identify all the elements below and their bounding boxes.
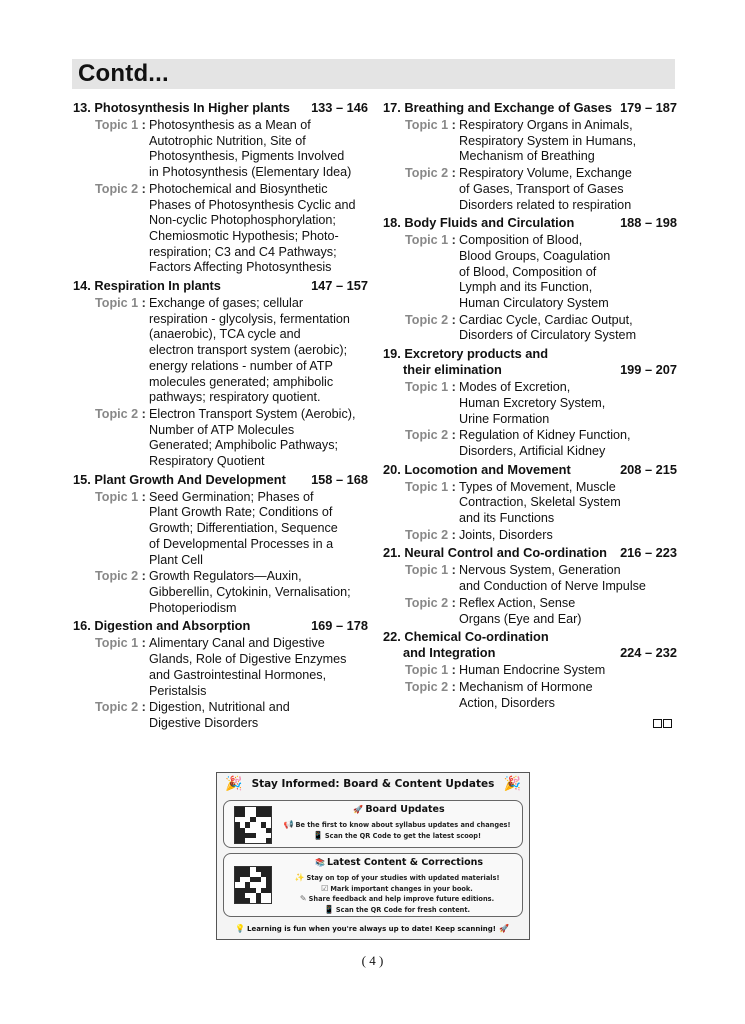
topic-line: Lymph and its Function, <box>459 280 593 295</box>
chapter-pages: 224 – 232 <box>620 645 677 661</box>
topic-entry <box>383 528 677 544</box>
topic-label-text: Topic 1 <box>95 118 139 132</box>
topic-line: molecules generated; amphibolic <box>149 374 334 389</box>
topic-description <box>459 528 677 544</box>
topic-label: Topic 1 : <box>405 479 456 494</box>
topic-line: Photochemical and Biosynthetic <box>149 181 328 196</box>
topic-entry <box>73 490 368 569</box>
chapter-entry <box>383 215 677 344</box>
topic-entry <box>73 407 368 470</box>
topic-line: Photoperiodism <box>149 600 237 615</box>
topic-description <box>149 182 368 276</box>
topic-line: Electron Transport System (Aerobic), <box>149 406 356 421</box>
chapter-title: Body Fluids and Circulation <box>404 215 575 231</box>
chapter-title: Plant Growth And Development <box>94 471 286 487</box>
topic-label: Topic 1 : <box>405 663 456 678</box>
chapter-heading <box>383 346 677 378</box>
chapter-pages: 208 – 215 <box>620 461 677 477</box>
topic-description <box>149 700 368 731</box>
chapter-heading <box>73 278 368 294</box>
topic-description <box>149 569 368 616</box>
latest-content-panel <box>223 853 523 917</box>
topic-line: Respiratory System in Humans, <box>459 133 637 148</box>
topic-entry <box>383 563 677 594</box>
chapter-number: 14. <box>73 278 91 294</box>
topic-line: Growth; Differentiation, Sequence <box>149 521 338 536</box>
info-box-title: Stay Informed: Board & Content Updates <box>251 778 495 790</box>
phone-icon: 📱 <box>323 904 334 914</box>
chapter-pages: 179 – 187 <box>620 100 677 115</box>
topic-description <box>459 313 677 344</box>
topic-line: in Photosynthesis (Elementary Idea) <box>149 165 352 180</box>
topic-line: Disorders of Circulatory System <box>459 328 637 343</box>
topic-line: of Blood, Composition of <box>459 264 597 279</box>
books-icon: 📚 <box>314 858 325 867</box>
megaphone-icon: 📢 <box>283 820 294 829</box>
topic-label: Topic 1 : <box>405 380 456 395</box>
topic-line: Respiratory Volume, Exchange <box>459 166 632 181</box>
topic-line: Blood Groups, Coagulation <box>459 248 611 263</box>
phone-icon: 📱 <box>312 830 323 840</box>
latest-content-line-3 <box>276 894 518 905</box>
topic-description <box>149 407 368 470</box>
qr-code-icon[interactable] <box>234 806 272 844</box>
topic-label-text: Topic 1 <box>405 118 449 132</box>
topic-line: Generated; Amphibolic Pathways; <box>149 438 339 453</box>
chapter-title: Photosynthesis In Higher plants <box>94 100 290 115</box>
chapter-number: 13. <box>73 100 91 115</box>
topic-label: Topic 2 : <box>95 406 146 421</box>
topic-line: (anaerobic), TCA cycle and <box>149 327 301 342</box>
chapter-heading <box>383 100 677 116</box>
topic-label: Topic 1 : <box>405 118 456 132</box>
chapter-entry <box>383 346 677 460</box>
latest-content-lines <box>276 873 518 915</box>
topic-label: Topic 1 : <box>95 296 146 311</box>
rocket-icon: 🚀 <box>499 924 509 933</box>
topic-line: Plant Growth Rate; Conditions of <box>149 505 333 520</box>
topic-description <box>459 118 677 165</box>
rocket-icon: 🚀 <box>353 805 364 814</box>
chapter-entry <box>73 100 368 276</box>
chapter-number: 20. <box>383 461 401 477</box>
topic-label: Topic 1 : <box>95 489 146 504</box>
latest-content-line-1 <box>276 873 518 884</box>
topic-label-text: Topic 2 <box>405 428 449 443</box>
topic-line: Mechanism of Hormone <box>459 679 593 694</box>
topic-line: Modes of Excretion, <box>459 380 571 395</box>
topic-description <box>459 166 677 213</box>
topic-label-text: Topic 1 <box>95 296 139 311</box>
latest-content-heading: Latest Content & Corrections <box>326 857 484 868</box>
page-number: ( 4 ) <box>361 953 384 968</box>
topic-entry <box>383 428 677 459</box>
topic-label-text: Topic 1 <box>405 479 449 494</box>
topic-line: Human Circulatory System <box>459 296 609 311</box>
topic-entry <box>73 118 368 181</box>
topic-label-text: Topic 2 <box>95 569 139 584</box>
topic-line: Glands, Role of Digestive Enzymes <box>149 652 347 667</box>
chapter-pages: 133 – 146 <box>311 100 368 115</box>
topic-entry <box>383 663 677 679</box>
page-title: Contd... <box>78 60 169 87</box>
updates-info-box <box>216 772 530 940</box>
board-updates-lines <box>276 820 518 841</box>
topic-line: Respiratory Quotient <box>149 454 265 469</box>
topic-label-text: Topic 2 <box>95 406 139 421</box>
topic-line: Organs (Eye and Ear) <box>459 611 582 626</box>
topic-description <box>459 663 677 679</box>
topic-line: Human Excretory System, <box>459 395 606 410</box>
topic-line: Chemiosmotic Hypothesis; Photo- <box>149 228 339 243</box>
topic-line: Autotrophic Nutrition, Site of <box>149 133 306 148</box>
latest-content-heading-row <box>276 857 522 868</box>
topic-label-text: Topic 2 <box>405 527 449 542</box>
topic-description <box>459 680 677 711</box>
chapter-title-continued: their elimination <box>403 362 502 378</box>
chapter-title: Locomotion and Movement <box>404 461 571 477</box>
party-popper-icon: 🎉 <box>225 776 243 792</box>
topic-line: electron transport system (aerobic); <box>149 343 348 358</box>
topic-line: Digestive Disorders <box>149 715 259 730</box>
topic-line: Joints, Disorders <box>459 527 553 542</box>
topic-line: Exchange of gases; cellular <box>149 296 304 311</box>
topic-entry <box>383 166 677 213</box>
topic-line: Plant Cell <box>149 552 203 567</box>
board-updates-line-2 <box>276 831 518 842</box>
chapter-heading <box>73 100 368 116</box>
topic-label-text: Topic 2 <box>405 166 449 181</box>
topic-line: energy relations - number of ATP <box>149 358 333 373</box>
topic-line: Regulation of Kidney Function, <box>459 428 631 443</box>
chapter-title: Excretory products and <box>404 346 549 362</box>
latest-content-text: Share feedback and help improve future editions. <box>308 895 495 904</box>
topic-entry <box>383 380 677 427</box>
topic-description <box>149 118 368 181</box>
topic-line: of Gases, Transport of Gases <box>459 181 624 196</box>
topic-line: and its Functions <box>459 511 555 526</box>
topic-entry <box>383 313 677 344</box>
latest-content-line-2 <box>276 884 518 895</box>
chapter-number: 21. <box>383 545 401 561</box>
topic-line: Photosynthesis as a Mean of <box>149 118 311 132</box>
chapter-heading <box>73 618 368 634</box>
topic-entry <box>73 296 368 406</box>
chapter-pages: 216 – 223 <box>620 545 677 561</box>
board-updates-heading: Board Updates <box>365 804 445 815</box>
topic-label-text: Topic 1 <box>95 636 139 651</box>
chapter-pages: 188 – 198 <box>620 215 677 231</box>
topic-line: respiration - glycolysis, fermentation <box>149 311 350 326</box>
chapter-title: Digestion and Absorption <box>94 618 251 634</box>
topic-label-text: Topic 2 <box>405 312 449 327</box>
chapter-entry <box>73 618 368 731</box>
topic-line: Human Endocrine System <box>459 663 606 678</box>
topic-label-text: Topic 2 <box>95 700 139 715</box>
chapter-number: 19. <box>383 346 401 362</box>
topic-line: Factors Affecting Photosynthesis <box>149 260 332 275</box>
topic-label: Topic 2 : <box>95 569 146 584</box>
topic-description <box>459 233 677 312</box>
chapter-number: 22. <box>383 629 401 645</box>
topic-description <box>149 490 368 569</box>
end-mark-icon <box>653 719 672 728</box>
chapter-title: Neural Control and Co-ordination <box>404 545 607 561</box>
chapter-title: Chemical Co-ordination <box>404 629 549 645</box>
topic-label: Topic 1 : <box>405 233 456 248</box>
topic-line: Respiratory Organs in Animals, <box>459 118 633 132</box>
chapter-entry <box>383 462 677 544</box>
topic-entry <box>383 233 677 312</box>
topic-line: Contraction, Skeletal System <box>459 495 621 510</box>
topic-line: Action, Disorders <box>459 695 555 710</box>
topic-line: Nervous System, Generation <box>459 563 621 578</box>
chapter-entry <box>73 278 368 470</box>
info-box-footer-row <box>217 924 529 933</box>
qr-code-icon[interactable] <box>234 866 272 904</box>
topic-description <box>459 428 677 459</box>
board-updates-line-1 <box>276 820 518 831</box>
topic-entry <box>383 596 677 627</box>
topic-line: Number of ATP Molecules <box>149 422 295 437</box>
topic-line: Alimentary Canal and Digestive <box>149 636 325 651</box>
topic-label: Topic 2 : <box>95 700 146 715</box>
topic-label: Topic 1 : <box>95 118 146 132</box>
topic-line: pathways; respiratory quotient. <box>149 390 321 405</box>
topic-label: Topic 2 : <box>405 679 456 694</box>
topic-description <box>149 296 368 406</box>
topic-line: Cardiac Cycle, Cardiac Output, <box>459 312 633 327</box>
chapter-title: Respiration In plants <box>94 278 221 294</box>
topic-label: Topic 2 : <box>95 181 146 196</box>
checkbox-icon: ☑ <box>321 883 329 893</box>
chapter-heading <box>383 215 677 231</box>
contents-right-column <box>383 100 677 713</box>
topic-line: Phases of Photosynthesis Cyclic and <box>149 197 356 212</box>
board-updates-text: Scan the QR Code to get the latest scoop! <box>324 831 482 840</box>
chapter-pages: 147 – 157 <box>311 278 368 294</box>
header-bar <box>72 59 675 89</box>
topic-line: Peristalsis <box>149 683 207 698</box>
topic-label: Topic 1 : <box>405 563 456 578</box>
topic-description <box>149 636 368 699</box>
latest-content-line-4 <box>276 905 518 916</box>
board-updates-heading-row <box>276 804 522 815</box>
topic-label-text: Topic 1 <box>95 489 139 504</box>
topic-line: of Developmental Processes in a <box>149 536 334 551</box>
topic-entry <box>73 700 368 731</box>
lightbulb-icon: 💡 <box>235 924 245 933</box>
topic-label-text: Topic 1 <box>405 380 449 395</box>
chapter-number: 15. <box>73 471 91 487</box>
board-updates-text: Be the first to know about syllabus updates and changes! <box>295 821 511 829</box>
topic-line: Non-cyclic Photophosphorylation; <box>149 213 336 228</box>
topic-description <box>459 480 677 527</box>
chapter-title: Breathing and Exchange of Gases <box>404 100 613 115</box>
topic-entry <box>383 680 677 711</box>
topic-entry <box>383 118 677 165</box>
chapter-entry <box>383 545 677 627</box>
topic-line: Reflex Action, Sense <box>459 595 576 610</box>
chapter-pages: 169 – 178 <box>311 618 368 634</box>
topic-line: Types of Movement, Muscle <box>459 479 616 494</box>
topic-description <box>459 380 677 427</box>
sparkle-icon: ✨ <box>294 873 305 882</box>
topic-entry <box>383 480 677 527</box>
topic-line: respiration; C3 and C4 Pathways; <box>149 244 337 259</box>
info-box-footer: Learning is fun when you're always up to date! Keep scanning! <box>247 925 496 933</box>
topic-label: Topic 1 : <box>95 636 146 651</box>
topic-label-text: Topic 2 <box>405 595 449 610</box>
topic-label: Topic 2 : <box>405 312 456 327</box>
topic-line: Disorders related to respiration <box>459 197 632 212</box>
topic-line: Growth Regulators—Auxin, <box>149 569 302 584</box>
topic-line: Disorders, Artificial Kidney <box>459 443 606 458</box>
chapter-entry <box>383 629 677 711</box>
topic-label: Topic 2 : <box>405 527 456 542</box>
topic-line: and Gastrointestinal Hormones, <box>149 667 327 682</box>
latest-content-text: Scan the QR Code for fresh content. <box>335 905 471 914</box>
topic-label-text: Topic 1 <box>405 233 449 248</box>
topic-label-text: Topic 1 <box>405 663 449 678</box>
chapter-pages: 199 – 207 <box>620 362 677 378</box>
topic-line: Gibberellin, Cytokinin, Vernalisation; <box>149 584 351 599</box>
chapter-title-continued: and Integration <box>403 645 496 661</box>
chapter-number: 18. <box>383 215 401 231</box>
topic-line: and Conduction of Nerve Impulse <box>459 579 646 594</box>
topic-label-text: Topic 1 <box>405 563 449 578</box>
chapter-entry <box>383 100 677 213</box>
party-popper-icon: 🎉 <box>503 776 521 792</box>
chapter-heading <box>73 472 368 488</box>
topic-label: Topic 2 : <box>405 166 456 181</box>
topic-entry <box>73 182 368 276</box>
topic-entry <box>73 636 368 699</box>
topic-label: Topic 2 : <box>405 428 456 443</box>
topic-label-text: Topic 2 <box>95 181 139 196</box>
topic-label: Topic 2 : <box>405 595 456 610</box>
chapter-entry <box>73 472 368 617</box>
topic-line: Mechanism of Breathing <box>459 149 595 164</box>
board-updates-panel <box>223 800 523 848</box>
latest-content-text: Stay on top of your studies with updated materials! <box>306 874 500 882</box>
topic-entry <box>73 569 368 616</box>
chapter-heading <box>383 462 677 478</box>
pencil-icon: ✎ <box>299 894 307 904</box>
chapter-heading <box>383 629 677 661</box>
topic-label-text: Topic 2 <box>405 679 449 694</box>
chapter-number: 17. <box>383 100 401 115</box>
latest-content-text: Mark important changes in your book. <box>330 884 473 893</box>
topic-line: Photosynthesis, Pigments Involved <box>149 149 345 164</box>
chapter-heading <box>383 545 677 561</box>
topic-description <box>459 596 677 627</box>
topic-description <box>459 563 677 594</box>
chapter-pages: 158 – 168 <box>311 471 368 487</box>
topic-line: Composition of Blood, <box>459 233 583 248</box>
contents-left-column <box>73 100 368 734</box>
chapter-number: 16. <box>73 618 91 634</box>
topic-line: Seed Germination; Phases of <box>149 489 314 504</box>
topic-line: Urine Formation <box>459 411 550 426</box>
topic-line: Digestion, Nutritional and <box>149 700 290 715</box>
